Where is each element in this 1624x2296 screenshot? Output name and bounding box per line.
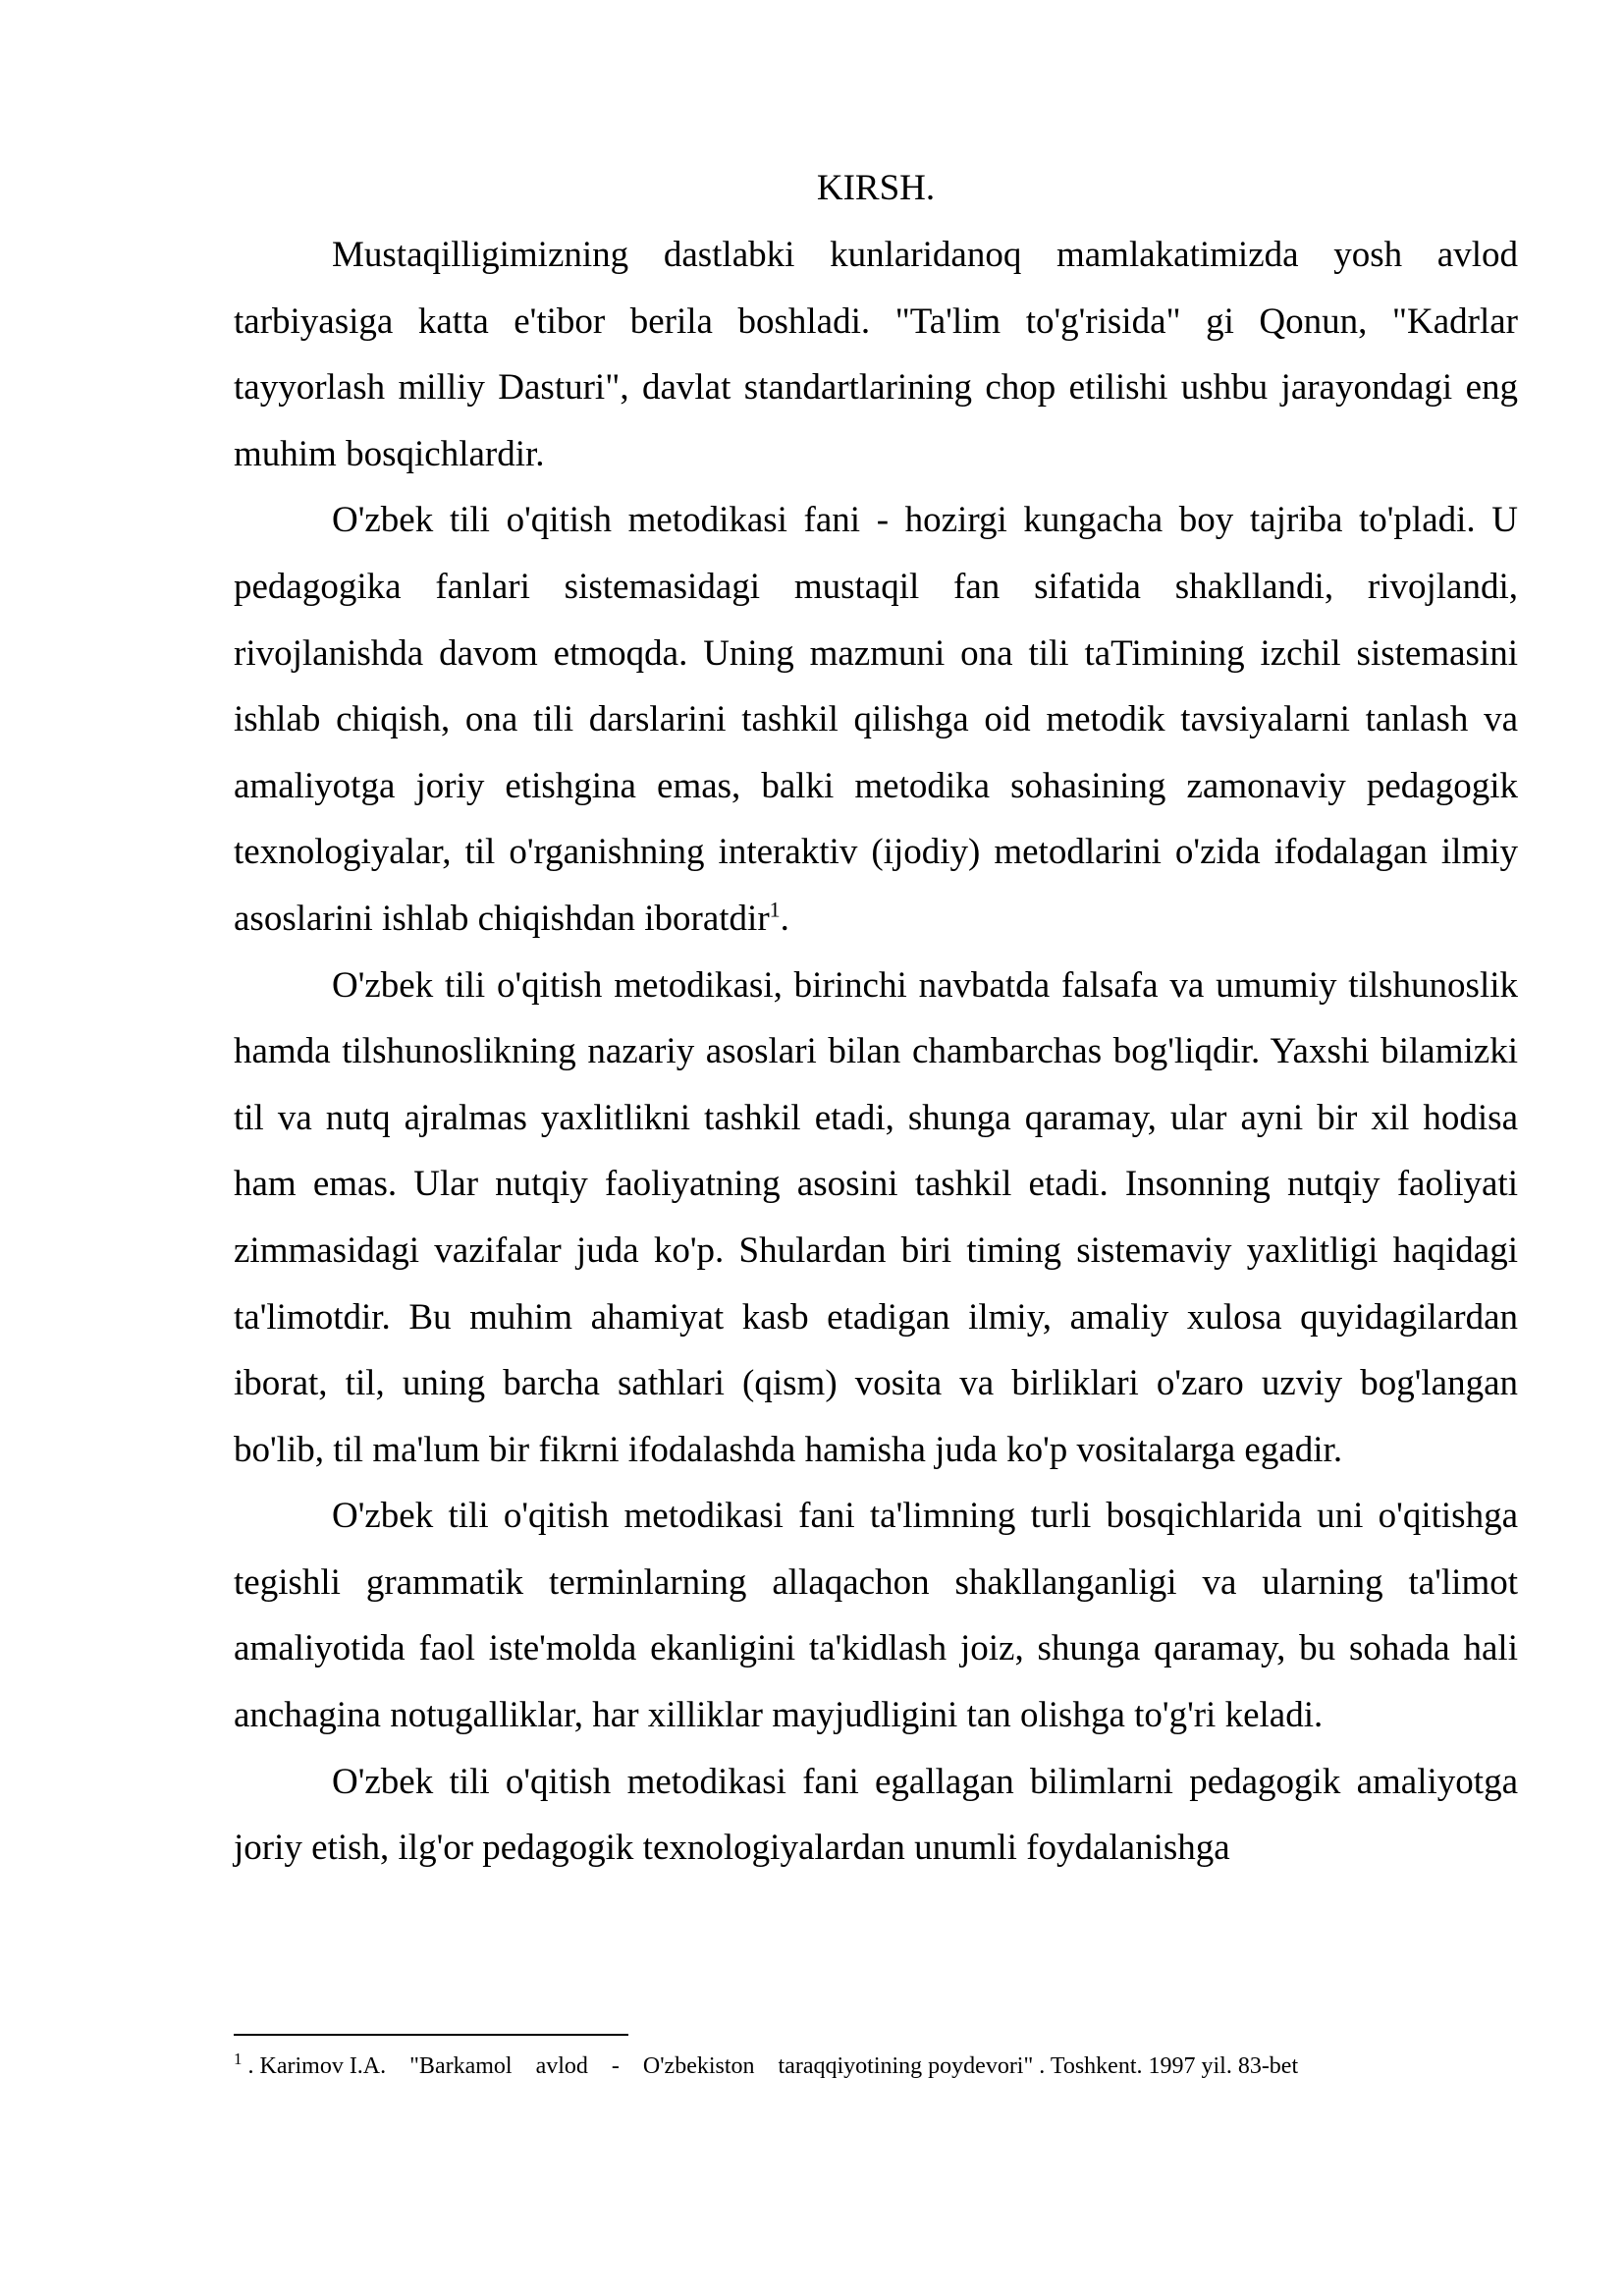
paragraph-5-text: O'zbek tili o'qitish metodikasi fani egallagan bilimlarni pedagogik amaliyotga joriy etish, ilg'or pedagogik texnologiyalardan unumli foydalanishga [234,1761,1518,1869]
footnote [234,2047,1518,2086]
footnote-mark: 1 [234,2050,243,2068]
paragraph-4 [234,1483,1518,1748]
paragraph-2 [234,487,1518,952]
paragraph-3-text: O'zbek tili o'qitish metodikasi, birinchi navbatda falsafa va umumiy tilshunoslik hamda tilshunoslikning nazariy asoslari bilan chambarchas bog'liqdir. Yaxshi bilamizki til va nutq ajralmas yaxlitlikni tashkil etadi, shunga qaramay, ular ayni bir xil hodisa ham emas. Ular nutqiy faoliyatning asosini tashkil etadi. Insonning nutqiy faoliyati zimmasidagi vazifalar juda ko'p. Shulardan biri timing sistemaviy yaxlitligi haqidagi ta'limotdir. Bu muhim ahamiyat kasb etadigan ilmiy, amaliy xulosa quyidagilardan iborat, til, uning barcha sathlari (qism) vosita va birliklari o'zaro uzviy bog'langan bo'lib, til ma'lum bir fikrni ifodalashda hamisha juda ko'p vositalarga egadir. [234,964,1518,1470]
paragraph-4-text: O'zbek tili o'qitish metodikasi fani ta'limning turli bosqichlarida uni o'qitishga tegishli grammatik terminlarning allaqachon shakllanganligi va ularning ta'limot amaliyotida faol iste'molda ekanligini ta'kidlash joiz, shunga qaramay, bu sohada hali anchagina notugalliklar, har xilliklar mayjudligini tan olishga to'g'ri keladi. [234,1496,1518,1736]
footnote-text: . Karimov I.A. "Barkamol avlod - O'zbekiston taraqqiyotining poydevori" . Toshkent. 1997 yil. 83-bet [242,2053,1299,2079]
paragraph-1-text: Mustaqilligimizning dastlabki kunlaridanoq mamlakatimizda yosh avlod tarbiyasiga katta e'tibor berila boshladi. "Ta'lim to'g'risida" gi Qonun, "Kadrlar tayyorlash milliy Dasturi", davlat standartlarining chop etilishi ushbu jarayondagi eng muhim bosqichlardir. [234,235,1518,474]
paragraph-3 [234,953,1518,1484]
document-body [234,155,1518,1882]
paragraph-1 [234,222,1518,487]
paragraph-2-text: O'zbek tili o'qitish metodikasi fani - hozirgi kungacha boy tajriba to'pladi. U pedagogika fanlari sistemasidagi mustaqil fan sifatida shakllandi, rivojlandi, rivojlanishda davom etmoqda. Uning mazmuni ona tili taTimining izchil sistemasini ishlab chiqish, ona tili darslarini tashkil qilishga oid metodik tavsiyalarni tanlash va amaliyotga joriy etishgina emas, balki metodika sohasining zamonaviy pedagogik texnologiyalar, til o'rganishning interaktiv (ijodiy) metodlarini o'zida ifodalagan ilmiy asoslarini ishlab chiqishdan iboratdir [234,500,1518,939]
footnote-separator [234,2034,628,2036]
paragraph-2-text-end: . [780,898,789,939]
paragraph-5 [234,1749,1518,1882]
document-heading: KIRSH. [816,168,936,208]
footnote-reference[interactable]: 1 [769,897,781,922]
